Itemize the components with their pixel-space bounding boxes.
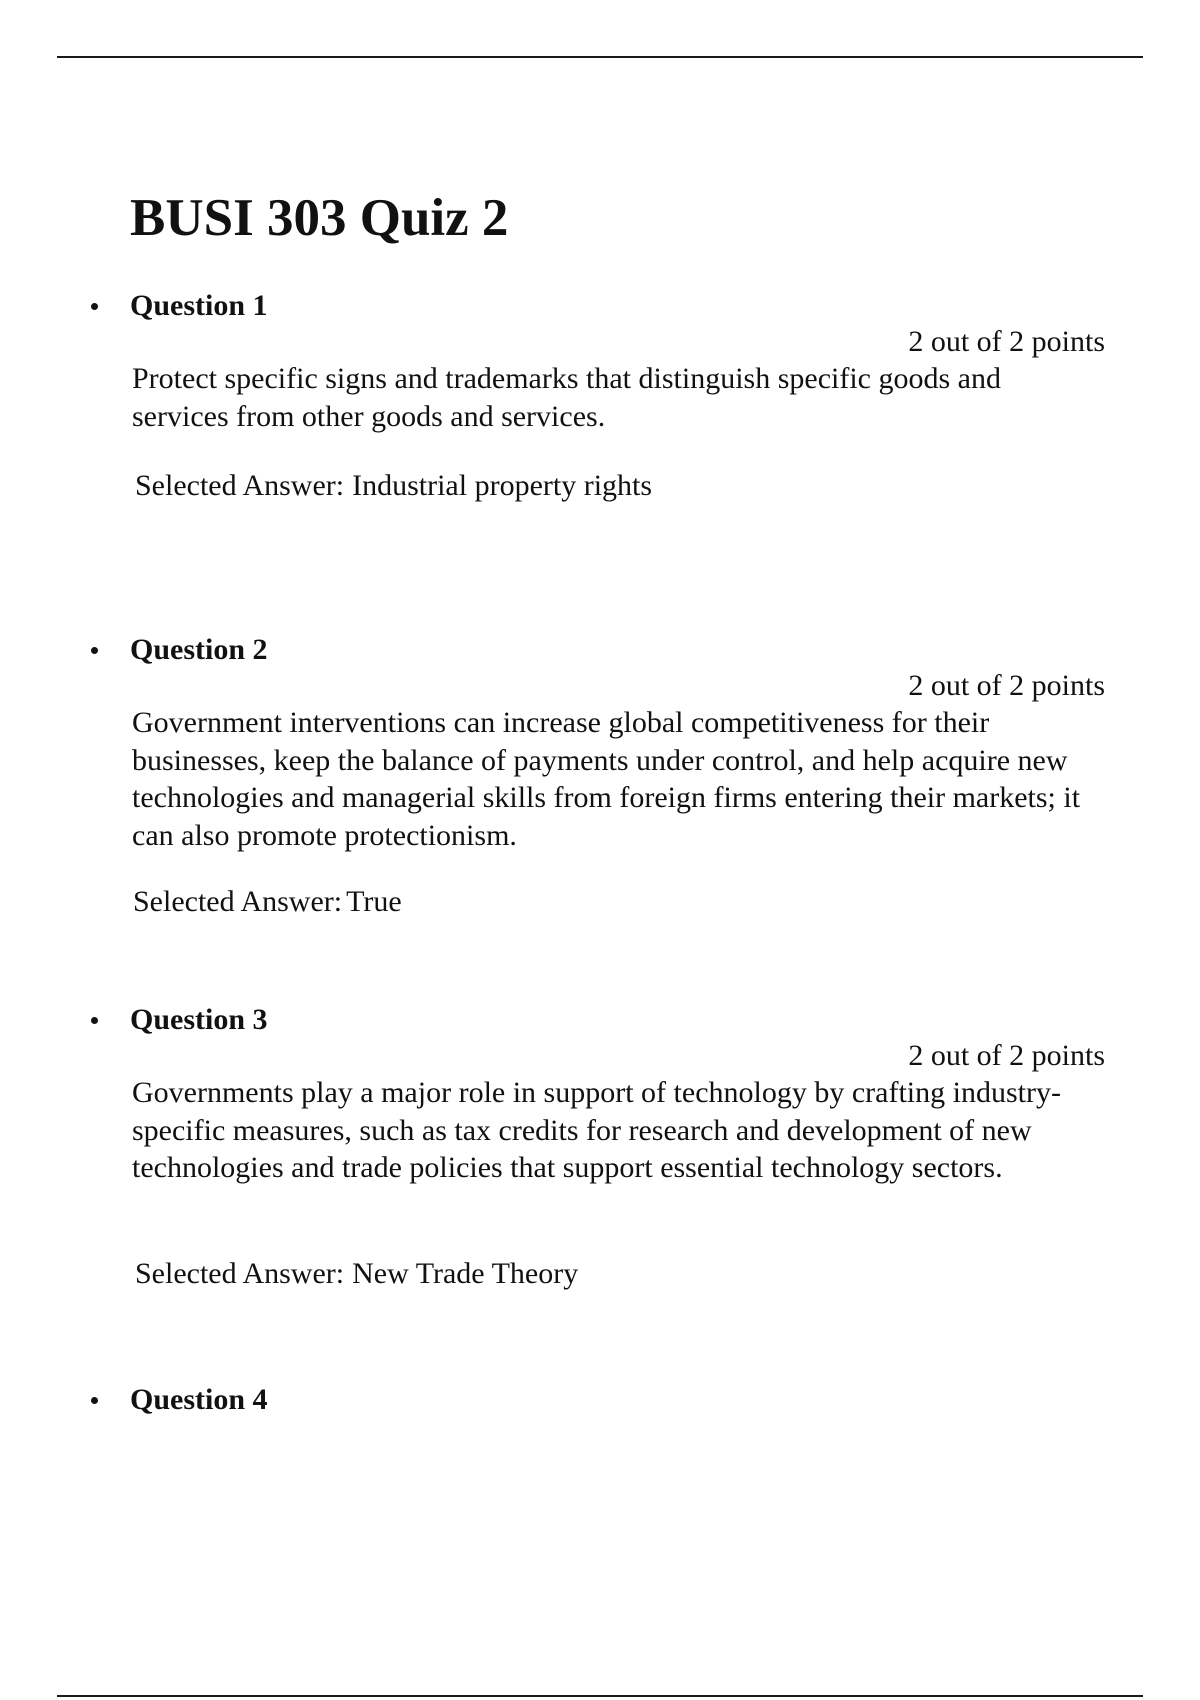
bullet-icon bbox=[91, 1397, 98, 1404]
bullet-icon bbox=[91, 303, 98, 310]
selected-answer bbox=[135, 1256, 578, 1292]
question-label: Question 1 bbox=[130, 289, 268, 322]
selected-answer bbox=[135, 468, 652, 504]
page-title: BUSI 303 Quiz 2 bbox=[130, 189, 509, 247]
bottom-divider bbox=[57, 1695, 1143, 1697]
question-points: 2 out of 2 points bbox=[908, 325, 1105, 358]
question-label: Question 2 bbox=[130, 633, 268, 666]
selected-answer-value: New Trade Theory bbox=[352, 1257, 579, 1290]
question-points: 2 out of 2 points bbox=[908, 669, 1105, 702]
top-divider bbox=[57, 56, 1143, 58]
selected-answer-label: Selected Answer: bbox=[133, 885, 343, 918]
selected-answer-label: Selected Answer: bbox=[135, 1257, 345, 1290]
question-text: Governments play a major role in support of technology by crafting industry-specific measures, such as tax credits for research and development of new technologies and trade policies that support essential technology sectors. bbox=[132, 1076, 1061, 1184]
bullet-icon bbox=[91, 647, 98, 654]
question-points: 2 out of 2 points bbox=[908, 1039, 1105, 1072]
selected-answer-value: Industrial property rights bbox=[352, 469, 653, 502]
question-label: Question 4 bbox=[130, 1383, 268, 1416]
selected-answer bbox=[133, 884, 402, 920]
selected-answer-label: Selected Answer: bbox=[135, 469, 345, 502]
bullet-icon bbox=[91, 1017, 98, 1024]
question-text: Government interventions can increase global competitiveness for their businesses, keep the balance of payments under control, and help acquire new technologies and managerial skills from foreign firms entering their markets; it can also promote protectionism. bbox=[132, 706, 1081, 852]
selected-answer-value: True bbox=[346, 885, 402, 918]
question-text: Protect specific signs and trademarks that distinguish specific goods and services from other goods and services. bbox=[132, 362, 1001, 433]
question-label: Question 3 bbox=[130, 1003, 268, 1036]
